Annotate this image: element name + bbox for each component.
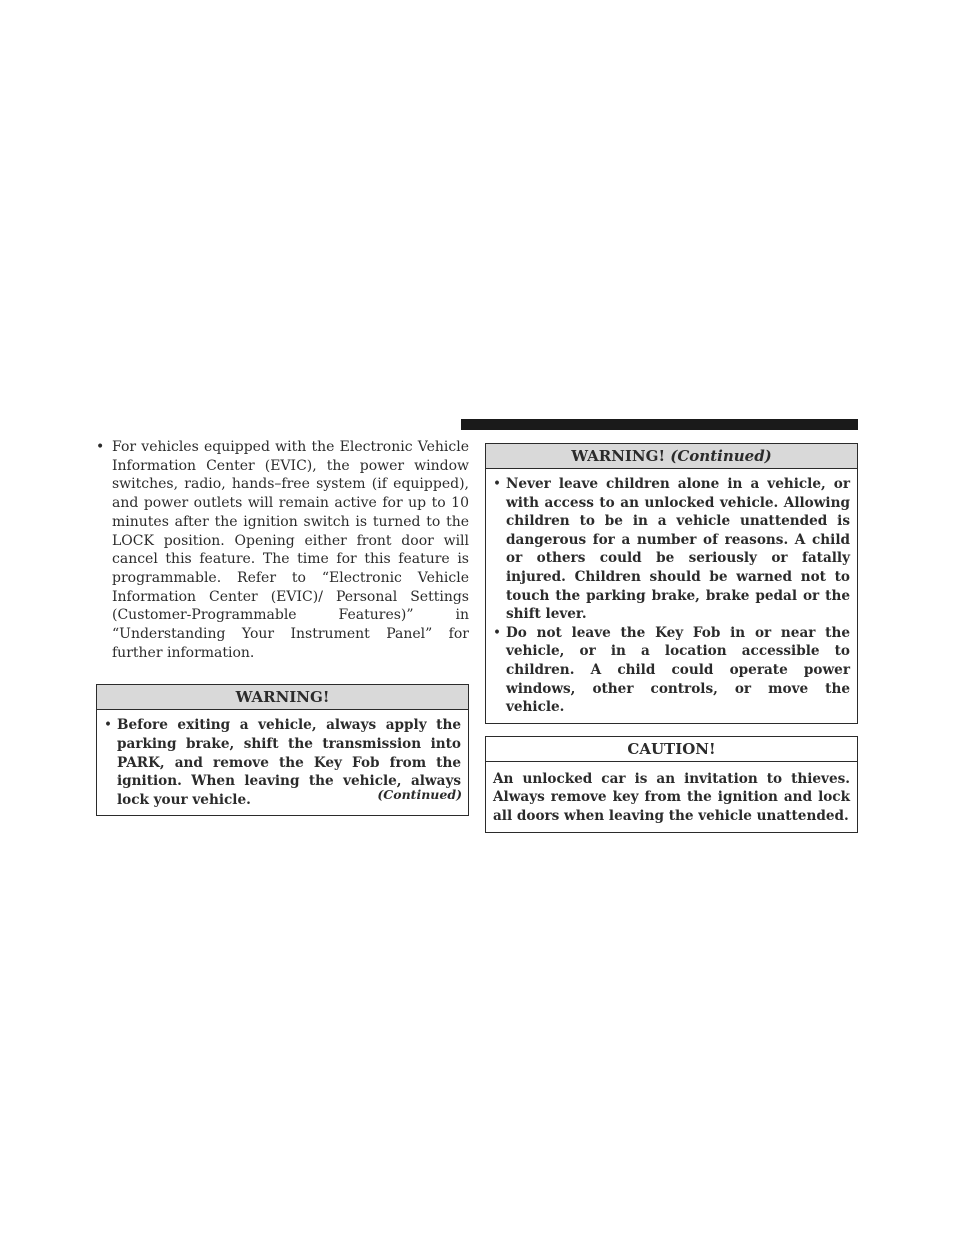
warning-item-text: Do not leave the Key Fob in or near the vehicle, or in a location accessible to children. A child could operate power windows, other controls, or move the vehicle. (506, 624, 850, 716)
evic-paragraph-text: For vehicles equipped with the Electronic Vehicle Information Center (EVIC), the power window switches, radio, hands–free system (if equipped), and power outlets will remain active for up to 10 minutes after the ignition switch is turned to the LOCK position. Opening either front door will cancel this feature. The time for this feature is programmable. Refer to “Electronic Vehicle Information Center (EVIC)/ Personal Settings (Customer-Programmable Features)” in “Understanding Your Instrument Panel” for further information. (112, 439, 469, 661)
left-column (96, 438, 469, 816)
bullet-icon: • (104, 717, 113, 734)
warning-item (493, 624, 850, 717)
warning-continued-body (486, 469, 857, 723)
warning-item-text: Before exiting a vehicle, always apply the parking brake, shift the transmission into PARK, and remove the Key Fob from the ignition. When leaving the vehicle, always lock your vehicle. (117, 717, 461, 808)
caution-text: An unlocked car is an invitation to thieves. Always remove key from the ignition and lock all doors when leaving the vehicle unattended. (493, 770, 850, 824)
continued-note: (Continued) (377, 787, 462, 802)
section-header-bar (461, 419, 858, 430)
warning-continued-title (486, 444, 857, 469)
evic-bullet-paragraph (96, 438, 469, 662)
warning-continued-box (485, 443, 858, 724)
warning-item-text: Never leave children alone in a vehicle, or with access to an unlocked vehicle. Allowing children to be in a vehicle unattended is dangerous for a number of reasons. A child or others could be seriously or fatally injured. Children should be warned not to touch the parking brake, brake pedal or the shift lever. (506, 476, 850, 623)
warning-item (493, 475, 850, 624)
caution-title: CAUTION! (486, 737, 857, 762)
right-column (485, 443, 858, 833)
warning-title: WARNING! (97, 685, 468, 710)
bullet-icon: • (493, 624, 502, 641)
bullet-icon: • (493, 476, 502, 492)
bullet-icon: • (96, 439, 105, 455)
warning-title-text: WARNING! (571, 447, 666, 465)
warning-title-suffix: (Continued) (670, 447, 772, 465)
caution-box (485, 736, 858, 833)
